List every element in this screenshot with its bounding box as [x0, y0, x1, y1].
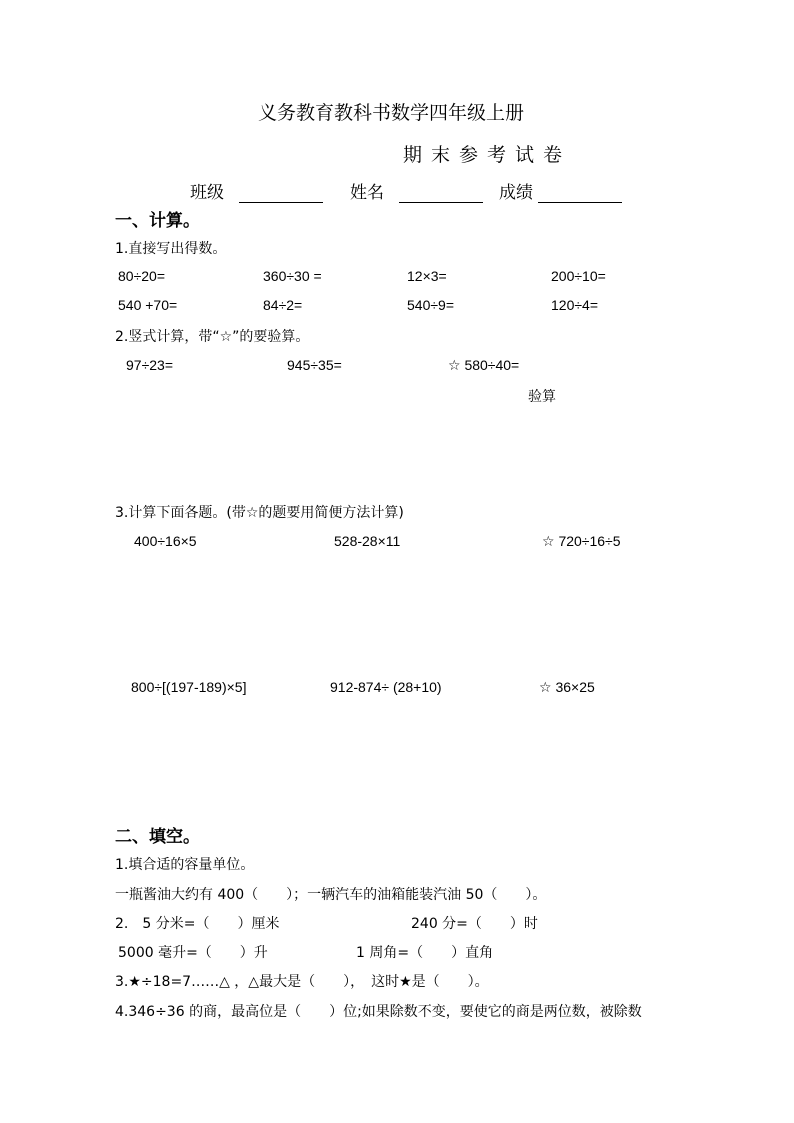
name-label: 姓名 — [350, 183, 384, 203]
section-2-heading: 二、填空。 — [115, 827, 200, 847]
q1-item: 84÷2= — [263, 297, 303, 313]
q1-item: 200÷10= — [551, 268, 606, 284]
name-field — [350, 178, 483, 203]
q1-item: 120÷4= — [551, 297, 599, 313]
name-blank[interactable] — [399, 184, 483, 203]
q1-item: 12×3= — [407, 268, 447, 284]
fill-q1-line: 一瓶酱油大约有 400（ ）；一辆汽车的油箱能装汽油 50（ ）。 — [115, 887, 547, 903]
q2-item-starred: ☆ 580÷40= — [448, 357, 520, 373]
fill-q4: 4.346÷36 的商，最高位是（ ）位;如果除数不变，要使它的商是两位数，被除数 — [115, 1004, 642, 1020]
fill-q2-b: 240 分=（ ）时 — [411, 916, 538, 932]
exam-title: 义务教育教科书数学四年级上册 — [258, 102, 525, 124]
section-1-heading: 一、计算。 — [115, 211, 200, 231]
class-blank[interactable] — [239, 184, 323, 203]
q2-item: 97÷23= — [126, 357, 174, 373]
class-field — [190, 178, 323, 203]
score-label: 成绩 — [499, 183, 533, 203]
q1-item: 540÷9= — [407, 297, 455, 313]
score-blank[interactable] — [538, 184, 622, 203]
q3-item: 400÷16×5 — [134, 533, 197, 549]
q1-title: 1.直接写出得数。 — [115, 241, 227, 257]
score-field — [499, 178, 622, 203]
q2-item: 945÷35= — [287, 357, 342, 373]
q1-item: 540 +70= — [118, 297, 178, 313]
q1-item: 360÷30 = — [263, 268, 322, 284]
q3-item-starred: ☆ 36×25 — [539, 679, 595, 695]
fill-q1-title: 1.填合适的容量单位。 — [115, 857, 255, 873]
fill-q2-d: 1 周角=（ ）直角 — [356, 945, 494, 961]
check-label: 验算 — [528, 389, 556, 405]
q1-item: 80÷20= — [118, 268, 166, 284]
q3-item: 528-28×11 — [334, 533, 401, 549]
class-label: 班级 — [190, 183, 224, 203]
q3-item: 800÷[(197-189)×5] — [131, 679, 247, 695]
exam-subtitle: 期末参考试卷 — [403, 144, 572, 166]
q2-title: 2.竖式计算，带“☆”的要验算。 — [115, 329, 310, 345]
q3-title: 3.计算下面各题。(带☆的题要用简便方法计算) — [115, 505, 404, 521]
fill-q2-c: 5000 毫升=（ ）升 — [118, 945, 268, 961]
fill-q3: 3.★÷18=7……△ ，△最大是（ ）， 这时★是（ ）。 — [115, 974, 489, 990]
fill-q2-a: 2. 5 分米=（ ）厘米 — [115, 916, 280, 932]
q3-item: 912-874÷ (28+10) — [330, 679, 442, 695]
q3-item-starred: ☆ 720÷16÷5 — [542, 533, 621, 549]
